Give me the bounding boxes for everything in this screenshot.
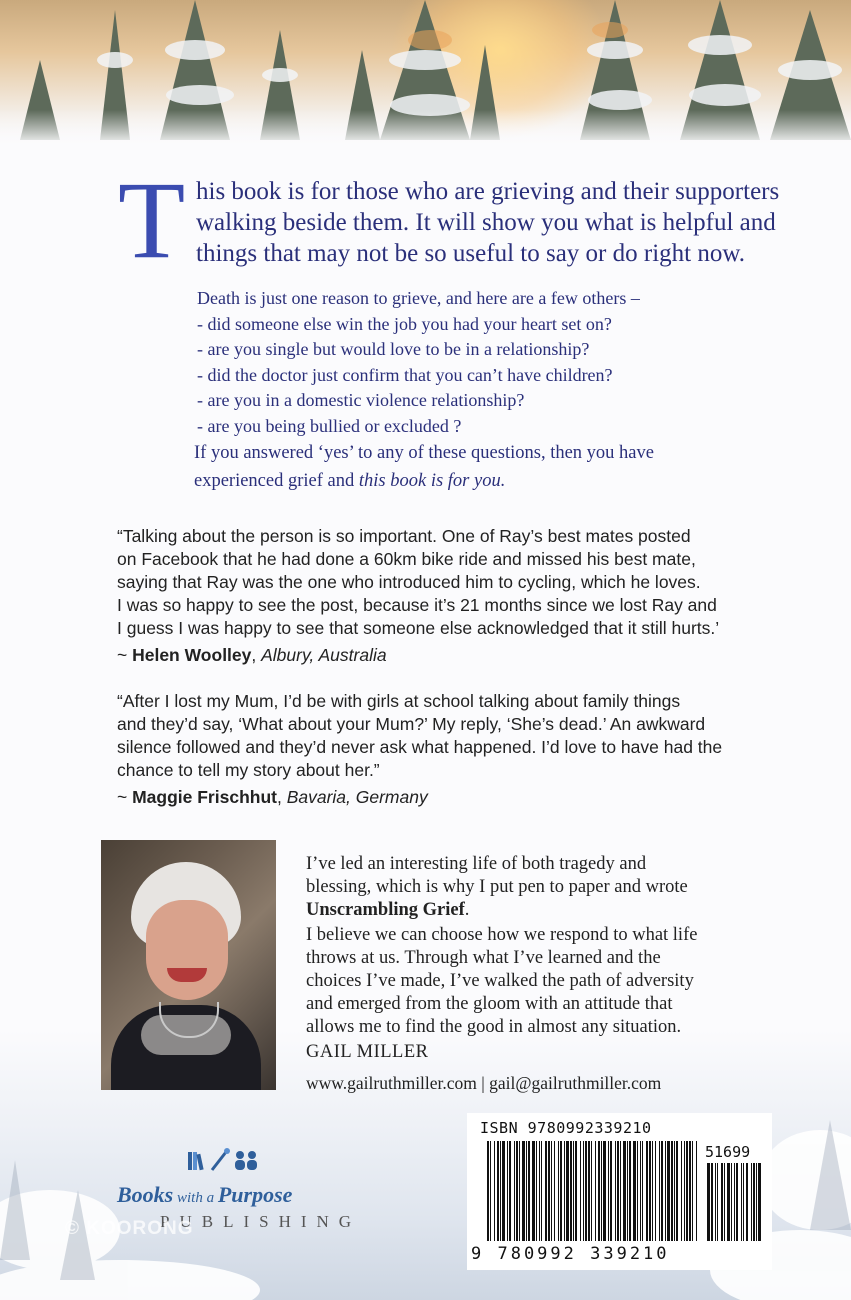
isbn-digits: 9 780992 339210 bbox=[471, 1244, 670, 1264]
barcode-bar bbox=[676, 1141, 678, 1241]
barcode-bar bbox=[554, 1141, 555, 1241]
barcode-bar bbox=[583, 1141, 584, 1241]
testimonial-line: “Talking about the person is so important. One of Ray’s best mates posted bbox=[117, 526, 691, 546]
pen-icon bbox=[212, 1148, 230, 1170]
barcode-bar bbox=[490, 1141, 491, 1241]
testimonial-line: I guess I was happy to see that someone else acknowledged that it still hurts.’ bbox=[117, 618, 720, 638]
intro-line: his book is for those who are grieving and their supporters bbox=[196, 178, 780, 205]
barcode-bar bbox=[686, 1141, 688, 1241]
testimonial-quote bbox=[117, 525, 757, 667]
barcode-addon-bar bbox=[717, 1163, 718, 1241]
barcode-bar bbox=[692, 1141, 693, 1241]
barcode-addon-bar bbox=[746, 1163, 748, 1241]
barcode-bar bbox=[564, 1141, 565, 1241]
testimonial-attribution: ~ Helen Woolley, Albury, Australia bbox=[117, 645, 387, 665]
book-title: Unscrambling Grief bbox=[306, 900, 465, 920]
barcode-bar bbox=[545, 1141, 547, 1241]
barcode-bar bbox=[591, 1141, 592, 1241]
barcode-bar bbox=[640, 1141, 641, 1241]
barcode-addon-bar bbox=[707, 1163, 710, 1241]
books-icon bbox=[188, 1152, 204, 1170]
barcode-bar bbox=[573, 1141, 574, 1241]
barcode-addon-bar bbox=[724, 1163, 725, 1241]
barcode-bar bbox=[598, 1141, 600, 1241]
barcode-addon-bar bbox=[711, 1163, 713, 1241]
logo-word-purpose: Purpose bbox=[217, 1182, 293, 1207]
barcode-bar bbox=[659, 1141, 660, 1241]
barcode-bar bbox=[560, 1141, 562, 1241]
barcode-bar bbox=[629, 1141, 631, 1241]
barcode-bar bbox=[661, 1141, 663, 1241]
barcode-bar bbox=[532, 1141, 535, 1241]
barcode-bar bbox=[500, 1141, 501, 1241]
attribution-prefix: ~ bbox=[117, 645, 133, 665]
grief-reason-item: - are you single but would love to be in a relationship? bbox=[197, 339, 590, 359]
testimonial-author-name: Maggie Frischhut bbox=[132, 787, 277, 807]
barcode-bar bbox=[655, 1141, 656, 1241]
testimonial-author-name: Helen Woolley bbox=[132, 645, 252, 665]
koorong-watermark: © KOORONG bbox=[65, 1218, 194, 1239]
bio-line: I’ve led an interesting life of both tragedy and bbox=[306, 854, 647, 874]
bio-line: throws at us. Through what I’ve learned and the bbox=[306, 948, 661, 968]
testimonial-author-location: Bavaria, Germany bbox=[286, 787, 428, 807]
bio-line bbox=[306, 899, 766, 922]
barcode-addon-bar bbox=[721, 1163, 723, 1241]
winter-forest-header-image bbox=[0, 0, 851, 150]
grief-reasons-list bbox=[194, 286, 757, 494]
intro-line: walking beside them. It will show you what is helpful and bbox=[196, 209, 776, 236]
publisher-logo-script bbox=[117, 1182, 292, 1208]
barcode-bar bbox=[526, 1141, 527, 1241]
testimonial-line: I was so happy to see the post, because it’s 21 months since we lost Ray and bbox=[117, 595, 717, 615]
barcode-bar bbox=[509, 1141, 511, 1241]
author-contact: www.gailruthmiller.com | gail@gailruthmiller.com bbox=[306, 1073, 662, 1093]
barcode-bar bbox=[689, 1141, 691, 1241]
author-bio bbox=[306, 853, 766, 1095]
bio-line: choices I’ve made, I’ve walked the path of adversity bbox=[306, 971, 694, 991]
drop-cap-letter: T bbox=[118, 159, 186, 281]
logo-word-with: with a bbox=[173, 1190, 218, 1206]
barcode-bar bbox=[615, 1141, 616, 1241]
barcode-bar bbox=[528, 1141, 530, 1241]
barcode-bar bbox=[623, 1141, 626, 1241]
author-photo bbox=[101, 840, 276, 1090]
barcode-bar bbox=[516, 1141, 518, 1241]
closing-italic-text: this book is for you. bbox=[358, 470, 506, 491]
barcode-bar bbox=[487, 1141, 489, 1241]
barcode-addon-bar bbox=[753, 1163, 755, 1241]
barcode-bar bbox=[608, 1141, 609, 1241]
people-icon bbox=[235, 1151, 257, 1170]
barcode-bar bbox=[601, 1141, 602, 1241]
publisher-logo-subtitle: PUBLISHING bbox=[160, 1212, 362, 1231]
barcode-bar bbox=[671, 1141, 673, 1241]
barcode-bar bbox=[696, 1141, 697, 1241]
barcode-bar bbox=[548, 1141, 550, 1241]
intro-line: things that may not be so useful to say or do right now. bbox=[196, 240, 746, 267]
barcode-bar bbox=[570, 1141, 572, 1241]
testimonial-line: saying that Ray was the one who introduced him to cycling, which he loves. bbox=[117, 572, 701, 592]
barcode-bar bbox=[610, 1141, 612, 1241]
barcode-bar bbox=[541, 1141, 542, 1241]
grief-reasons-lead: Death is just one reason to grieve, and here are a few others – bbox=[197, 288, 640, 308]
barcode-addon-bar bbox=[758, 1163, 761, 1241]
barcode-bar bbox=[637, 1141, 638, 1241]
testimonial-line: silence followed and they’d never ask what happened. I’d love to have had the bbox=[117, 737, 723, 757]
barcode-addon-bar bbox=[743, 1163, 744, 1241]
barcode-bar bbox=[585, 1141, 587, 1241]
isbn-barcode bbox=[467, 1113, 772, 1270]
barcode-bar bbox=[575, 1141, 577, 1241]
testimonial-quote bbox=[117, 690, 757, 809]
grief-reason-item: - did the doctor just confirm that you can’t have children? bbox=[197, 364, 613, 385]
barcode-bar bbox=[536, 1141, 537, 1241]
grief-reason-item: - did someone else win the job you had your heart set on? bbox=[197, 313, 612, 334]
barcode-bar bbox=[603, 1141, 606, 1241]
barcode-bar bbox=[595, 1141, 596, 1241]
barcode-bar bbox=[627, 1141, 628, 1241]
testimonial-line: chance to tell my story about her.” bbox=[117, 760, 380, 780]
barcode-bar bbox=[667, 1141, 670, 1241]
isbn-label: ISBN 9780992339210 bbox=[480, 1119, 652, 1137]
barcode-bar bbox=[633, 1141, 636, 1241]
grief-reasons-closing-line: If you answered ‘yes’ to any of these questions, then you have bbox=[194, 443, 654, 463]
barcode-bar bbox=[494, 1141, 495, 1241]
barcode-bar bbox=[665, 1141, 666, 1241]
attribution-prefix: ~ bbox=[117, 787, 133, 807]
barcode-addon-bar bbox=[751, 1163, 752, 1241]
barcode-addon-bar bbox=[741, 1163, 742, 1241]
publisher-logo-icons bbox=[182, 1146, 282, 1174]
grief-reasons-closing-line bbox=[194, 469, 757, 495]
barcode-addon-bar bbox=[756, 1163, 757, 1241]
testimonial-line: and they’d say, ‘What about your Mum?’ My reply, ‘She’s dead.’ An awkward bbox=[117, 714, 706, 734]
barcode-bar bbox=[646, 1141, 648, 1241]
barcode-bar bbox=[652, 1141, 653, 1241]
barcode-bar bbox=[519, 1141, 520, 1241]
barcode-bar bbox=[566, 1141, 569, 1241]
barcode-bar bbox=[539, 1141, 540, 1241]
author-signature: GAIL MILLER bbox=[306, 1042, 429, 1062]
barcode-addon-bar bbox=[731, 1163, 732, 1241]
barcode-bar bbox=[580, 1141, 581, 1241]
book-title-suffix: . bbox=[464, 900, 470, 920]
bio-line: allows me to find the good in almost any situation. bbox=[306, 1017, 682, 1037]
barcode-bar bbox=[507, 1141, 508, 1241]
bio-line: and emerged from the gloom with an attitude that bbox=[306, 994, 673, 1014]
barcode-addon-bar bbox=[736, 1163, 738, 1241]
barcode-bar bbox=[649, 1141, 651, 1241]
closing-plain-text: experienced grief and bbox=[194, 470, 359, 491]
bio-line: blessing, which is why I put pen to paper and wrote bbox=[306, 877, 688, 897]
logo-word-books: Books bbox=[117, 1182, 174, 1207]
barcode-bar bbox=[681, 1141, 682, 1241]
barcode-addon-bar bbox=[727, 1163, 730, 1241]
barcode-bar bbox=[558, 1141, 559, 1241]
barcode-bar bbox=[588, 1141, 590, 1241]
barcode-bar bbox=[514, 1141, 515, 1241]
barcode-addon-bar bbox=[734, 1163, 735, 1241]
barcode-bar bbox=[551, 1141, 552, 1241]
price-code: 51699 bbox=[705, 1143, 751, 1161]
author-face bbox=[146, 900, 228, 1000]
testimonial-line: “After I lost my Mum, I’d be with girls at school talking about family things bbox=[117, 691, 681, 711]
barcode-addon-bar bbox=[715, 1163, 716, 1241]
barcode-bar bbox=[617, 1141, 619, 1241]
barcode-bar bbox=[620, 1141, 621, 1241]
barcode-bar bbox=[497, 1141, 499, 1241]
bio-line: I believe we can choose how we respond to what life bbox=[306, 925, 698, 945]
barcode-bar bbox=[502, 1141, 505, 1241]
testimonial-line: on Facebook that he had done a 60km bike ride and missed his best mate, bbox=[117, 549, 696, 569]
barcode-bar bbox=[642, 1141, 643, 1241]
snow-fade bbox=[0, 110, 851, 150]
barcode-bar bbox=[684, 1141, 685, 1241]
testimonial-author-location: Albury, Australia bbox=[261, 645, 387, 665]
grief-reason-item: - are you being bullied or excluded ? bbox=[197, 415, 462, 436]
grief-reason-item: - are you in a domestic violence relationship? bbox=[197, 390, 525, 410]
barcode-bar bbox=[522, 1141, 525, 1241]
barcode-bar bbox=[674, 1141, 675, 1241]
testimonial-attribution: ~ Maggie Frischhut, Bavaria, Germany bbox=[117, 787, 428, 807]
